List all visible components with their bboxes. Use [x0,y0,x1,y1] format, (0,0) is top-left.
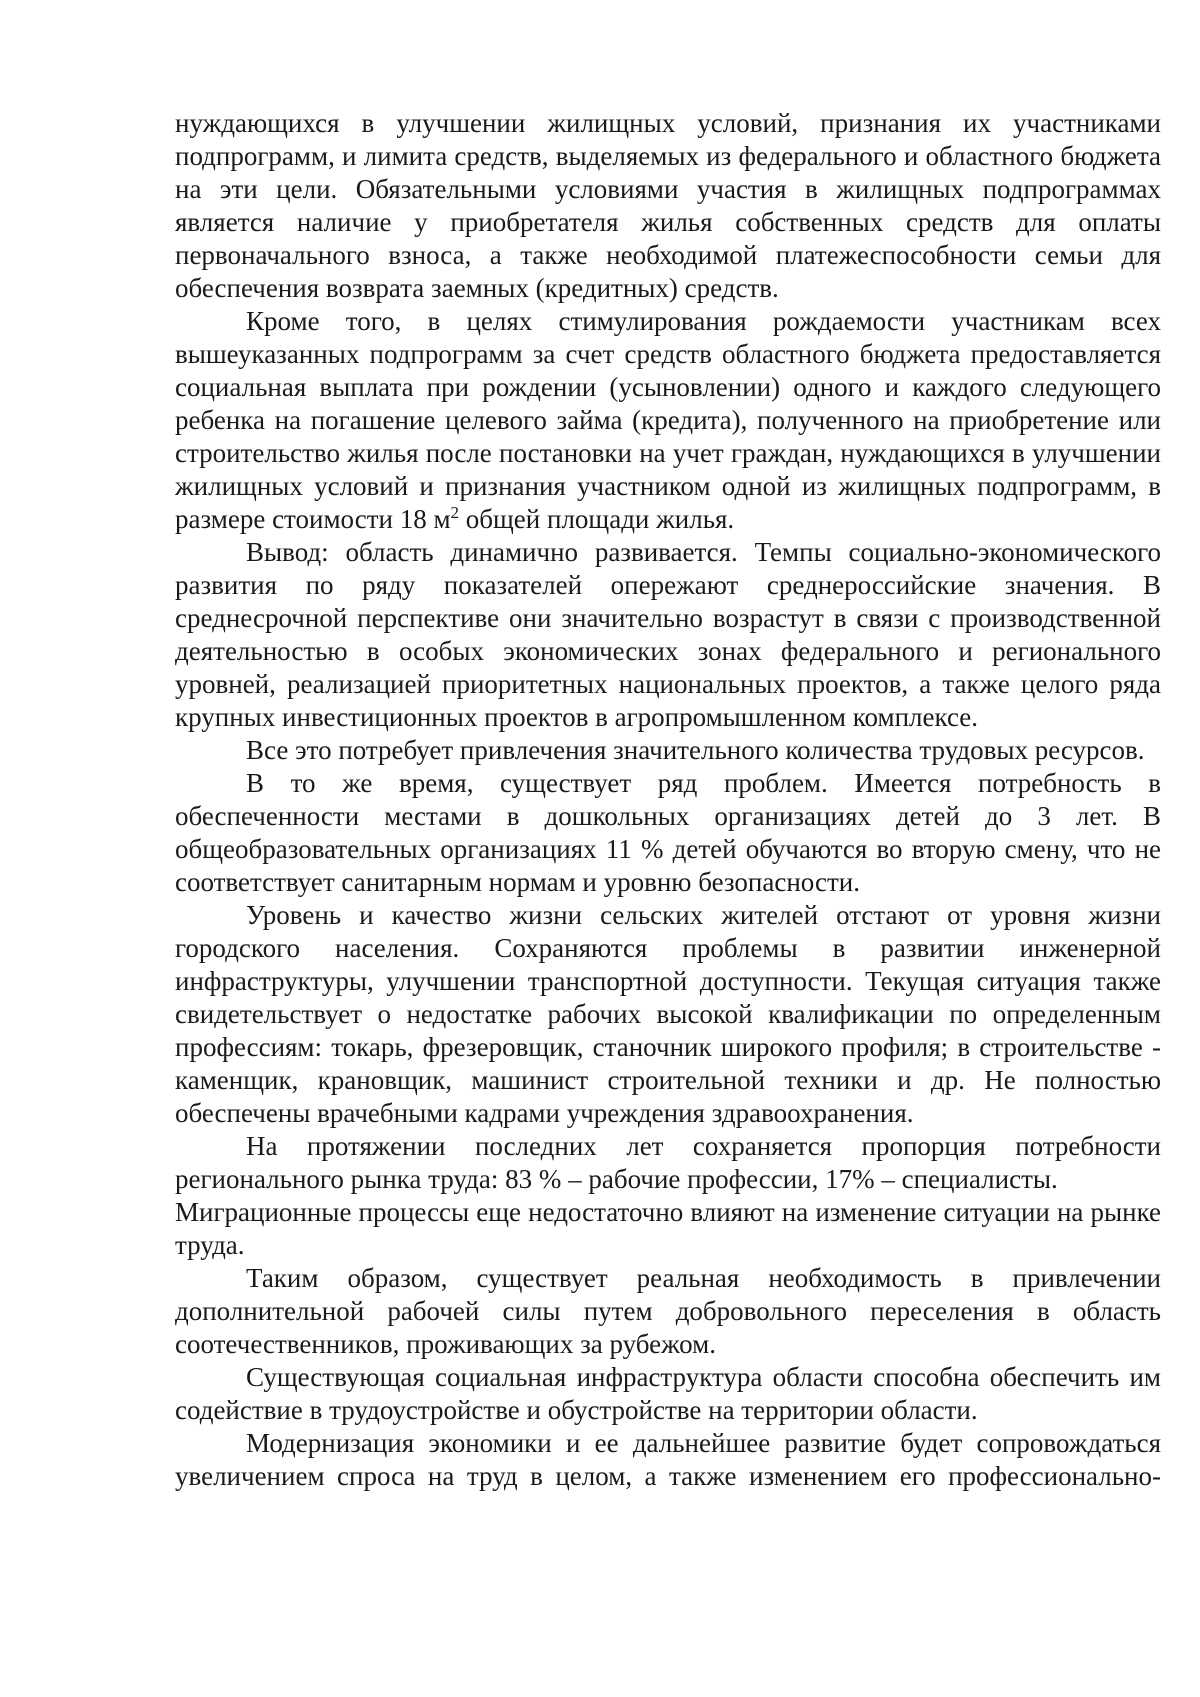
paragraph [175,305,1161,536]
paragraph: Все это потребует привлечения значительного количества трудовых ресурсов. [246,735,1145,765]
paragraph: В то же время, существует ряд проблем. Имеется потребность в обеспеченности местами в дошкольных организациях детей до 3 лет. В общеобразовательных организациях 11 % детей обучаются во вторую смену, что не соответствует санитарным нормам и уровню безопасности. [175,768,1161,897]
paragraph: Таким образом, существует реальная необходимость в привлечении дополнительной рабочей силы путем добровольного переселения в область соотечественников, проживающих за рубежом. [175,1263,1161,1359]
paragraph: Вывод: область динамично развивается. Темпы социально-экономического развития по ряду показателей опережают среднероссийские значения. В среднесрочной перспективе они значительно возрастут в связи с производственной деятельностью в особых экономических зонах федерального и регионального уровней, реализацией приоритетных национальных проектов, а также целого ряда крупных инвестиционных проектов в агропромышленном комплексе. [175,537,1161,732]
document-body [175,107,1161,1493]
paragraph: Миграционные процессы еще недостаточно влияют на изменение ситуации на рынке труда. [175,1197,1161,1260]
paragraph: На протяжении последних лет сохраняется пропорция потребности регионального рынка труда: 83 % – рабочие профессии, 17% – специалисты. [175,1131,1161,1194]
paragraph-text: общей площади жилья. [459,504,735,534]
paragraph: Модернизация экономики и ее дальнейшее развитие будет сопровождаться увеличением спроса на труд в целом, а также изменением его профессионально- [175,1428,1161,1491]
paragraph: Существующая социальная инфраструктура области способна обеспечить им содействие в трудоустройстве и обустройстве на территории области. [175,1362,1161,1425]
superscript: 2 [450,503,460,522]
paragraph-text: Кроме того, в целях стимулирования рождаемости участникам всех вышеуказанных подпрограмм за счет средств областного бюджета предоставляется социальная выплата при рождении (усыновлении) одного и каждого следующего ребенка на погашение целевого займа (кредита), полученного на приобретение или строительство жилья после постановки на учет граждан, нуждающихся в улучшении жилищных условий и признания участником одной из жилищных подпрограмм, в размере стоимости 18 м [175,306,1161,534]
paragraph: Уровень и качество жизни сельских жителей отстают от уровня жизни городского населения. Сохраняются проблемы в развитии инженерной инфраструктуры, улучшении транспортной доступности. Текущая ситуация также свидетельствует о недостатке рабочих высокой квалификации по определенным профессиям: токарь, фрезеровщик, станочник широкого профиля; в строительстве - каменщик, крановщик, машинист строительной техники и др. Не полностью обеспечены врачебными кадрами учреждения здравоохранения. [175,900,1161,1128]
paragraph: нуждающихся в улучшении жилищных условий, признания их участниками подпрограмм, и лимита средств, выделяемых из федерального и областного бюджета на эти цели. Обязательными условиями участия в жилищных подпрограммах является наличие у приобретателя жилья собственных средств для оплаты первоначального взноса, а также необходимой платежеспособности семьи для обеспечения возврата заемных (кредитных) средств. [175,108,1161,303]
